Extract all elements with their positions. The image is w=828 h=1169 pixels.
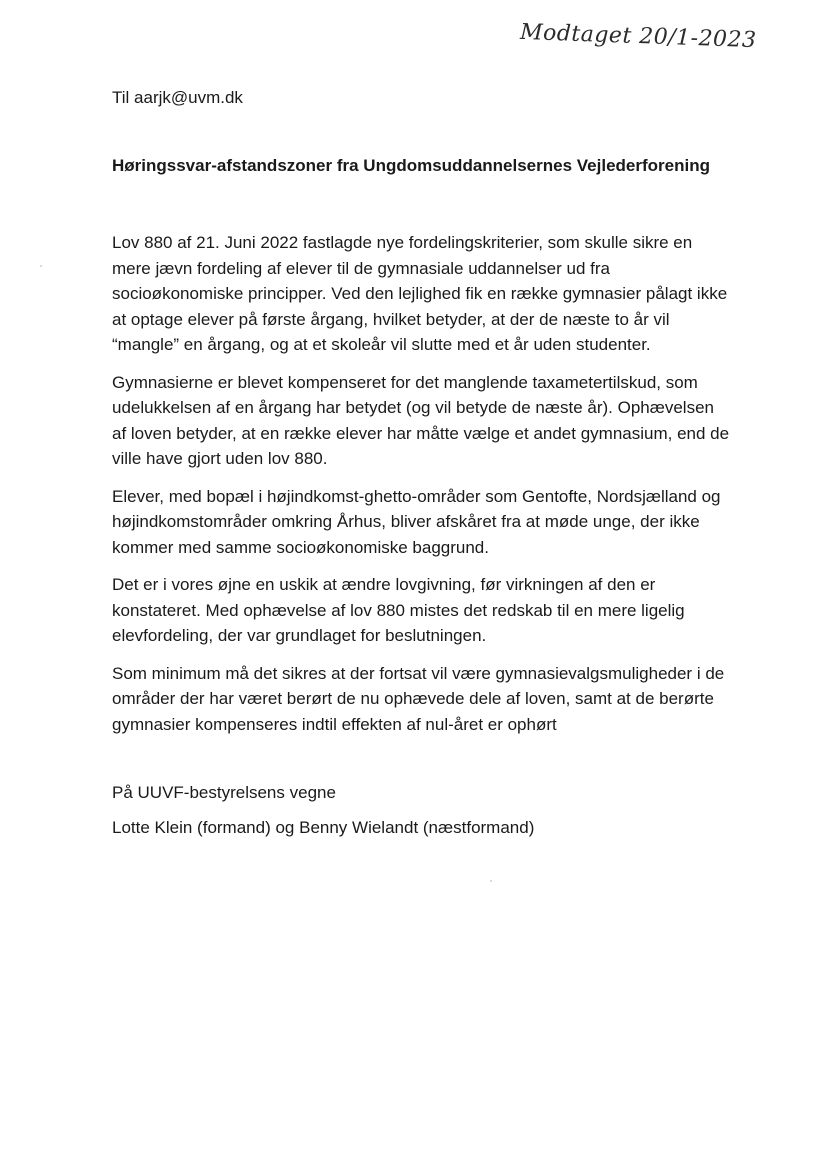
- signoff-block: [112, 781, 732, 840]
- paragraph: Som minimum må det sikres at der fortsat vil være gymnasievalgsmuligheder i de områder der har været berørt de nu ophævede dele af loven, samt at de berørte gymnasier kompenseres indtil effekten af nul-året er ophørt: [112, 663, 725, 734]
- signoff-signatories: Lotte Klein (formand) og Benny Wielandt (næstformand): [112, 818, 535, 837]
- recipient-line: Til aarjk@uvm.dk: [112, 88, 243, 107]
- letter-body: [112, 86, 732, 851]
- paragraph: Elever, med bopæl i højindkomst-ghetto-områder som Gentofte, Nordsjælland og højindkomstområder omkring Århus, bliver afskåret fra at møde unge, der ikke kommer med samme socioøkonomiske baggrund.: [112, 486, 721, 557]
- received-stamp: Modtaget 20/1-2023: [519, 19, 757, 54]
- paragraph: Det er i vores øjne en uskik at ændre lovgivning, før virkningen af den er konstateret. Med ophævelse af lov 880 mistes det redskab til en mere ligelig elevfordeling, der var grundlaget for beslutningen.: [112, 575, 685, 645]
- scan-speck: [40, 265, 42, 267]
- subject-heading: Høringssvar-afstandszoner fra Ungdomsuddannelsernes Vejlederforening: [112, 156, 710, 175]
- letter-paragraphs: [112, 230, 732, 737]
- paragraph: Gymnasierne er blevet kompenseret for det manglende taxametertilskud, som udelukkelsen af en årgang har betydet (og vil betyde de næste år). Ophævelsen af loven betyder, at en række elever har måtte vælge et andet gymnasium, end de ville have gjort uden lov 880.: [112, 372, 730, 468]
- scan-speck: [490, 880, 492, 882]
- signoff-behalf: På UUVF-bestyrelsens vegne: [112, 783, 336, 802]
- paragraph: Lov 880 af 21. Juni 2022 fastlagde nye fordelingskriterier, som skulle sikre en mere jævn fordeling af elever til de gymnasiale uddannelser ud fra socioøkonomiske principper. Ved den lejlighed fik en række gymnasier pålagt ikke at optage elever på første årgang, hvilket betyder, at der de næste to år vil “mangle” en årgang, og at et skoleår vil slutte med et år uden studenter.: [112, 233, 728, 354]
